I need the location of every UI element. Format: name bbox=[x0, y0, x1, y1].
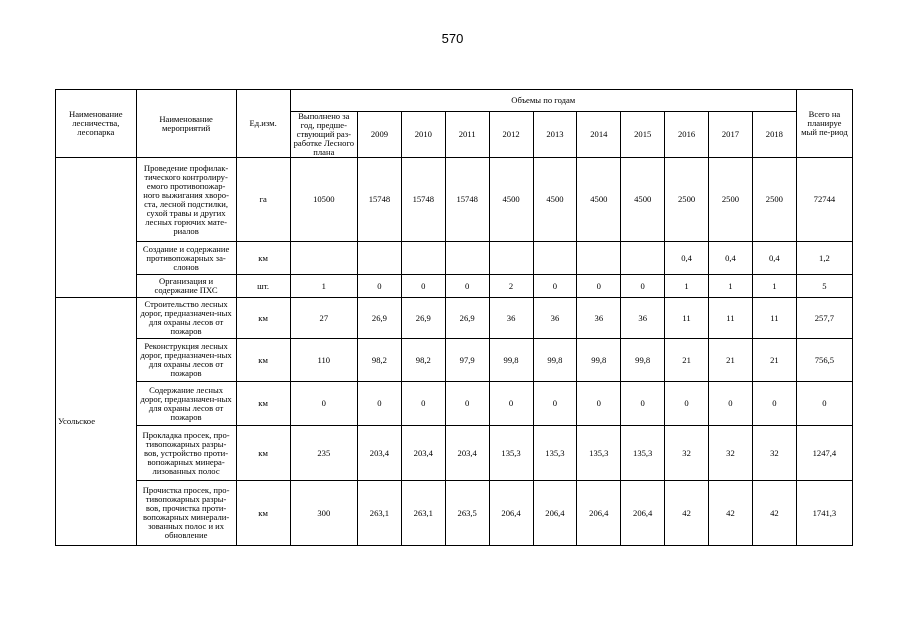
table-row bbox=[56, 158, 853, 242]
total-cell: 1741,3 bbox=[796, 481, 852, 546]
year-value-cell: 263,1 bbox=[401, 481, 445, 546]
year-value-cell: 0 bbox=[577, 275, 621, 298]
year-value-cell: 99,8 bbox=[533, 339, 577, 382]
table-row bbox=[56, 382, 853, 426]
year-value-cell: 0 bbox=[358, 275, 402, 298]
prior-cell: 300 bbox=[290, 481, 357, 546]
year-value-cell: 0 bbox=[752, 382, 796, 426]
unit-cell: км bbox=[236, 298, 290, 339]
header-year: 2011 bbox=[445, 112, 489, 158]
prior-cell: 27 bbox=[290, 298, 357, 339]
activity-cell: Организация и содержание ПХС bbox=[136, 275, 236, 298]
year-value-cell: 1 bbox=[665, 275, 709, 298]
unit-cell: га bbox=[236, 158, 290, 242]
prior-cell: 0 bbox=[290, 382, 357, 426]
year-value-cell bbox=[401, 242, 445, 275]
year-value-cell: 0,4 bbox=[752, 242, 796, 275]
year-value-cell: 135,3 bbox=[489, 426, 533, 481]
year-value-cell: 98,2 bbox=[358, 339, 402, 382]
year-value-cell: 26,9 bbox=[445, 298, 489, 339]
year-value-cell: 99,8 bbox=[489, 339, 533, 382]
year-value-cell bbox=[533, 242, 577, 275]
year-value-cell: 2500 bbox=[752, 158, 796, 242]
year-value-cell: 263,5 bbox=[445, 481, 489, 546]
table-row bbox=[56, 275, 853, 298]
page-number: 570 bbox=[441, 31, 464, 46]
header-activity: Наименование мероприятий bbox=[136, 90, 236, 158]
activity-cell: Проведение профилак-тического контролиру-емого противопожар-ного выжигания хворо-ста, лесной подстилки, сухой травы и других лесных горючих мате-риалов bbox=[136, 158, 236, 242]
prior-cell: 10500 bbox=[290, 158, 357, 242]
table-row bbox=[56, 426, 853, 481]
header-forestry: Наименование лесничества, лесопарка bbox=[56, 90, 137, 158]
year-value-cell: 4500 bbox=[533, 158, 577, 242]
header-year: 2012 bbox=[489, 112, 533, 158]
year-value-cell: 42 bbox=[665, 481, 709, 546]
year-value-cell bbox=[621, 242, 665, 275]
year-value-cell: 2500 bbox=[709, 158, 753, 242]
year-value-cell: 206,4 bbox=[533, 481, 577, 546]
year-value-cell: 0 bbox=[533, 275, 577, 298]
table-row bbox=[56, 242, 853, 275]
header-year: 2010 bbox=[401, 112, 445, 158]
header-prior-year: Выполнено за год, предше-ствующий раз-работке Лесного плана bbox=[290, 112, 357, 158]
year-value-cell: 0 bbox=[709, 382, 753, 426]
unit-cell: шт. bbox=[236, 275, 290, 298]
year-value-cell: 15748 bbox=[445, 158, 489, 242]
year-value-cell: 1 bbox=[709, 275, 753, 298]
year-value-cell: 0 bbox=[621, 275, 665, 298]
year-value-cell: 0 bbox=[489, 382, 533, 426]
prior-cell: 1 bbox=[290, 275, 357, 298]
year-value-cell: 203,4 bbox=[358, 426, 402, 481]
year-value-cell: 42 bbox=[709, 481, 753, 546]
year-value-cell: 36 bbox=[621, 298, 665, 339]
year-value-cell: 4500 bbox=[621, 158, 665, 242]
header-year: 2015 bbox=[621, 112, 665, 158]
year-value-cell: 11 bbox=[752, 298, 796, 339]
header-volumes-by-year: Объемы по годам bbox=[290, 90, 796, 112]
year-value-cell: 135,3 bbox=[533, 426, 577, 481]
year-value-cell: 0 bbox=[533, 382, 577, 426]
activity-cell: Прочистка просек, про-тивопожарных разры-вов, прочистка проти-вопожарных минерали-зованных полос и их обновление bbox=[136, 481, 236, 546]
year-value-cell: 26,9 bbox=[401, 298, 445, 339]
total-cell: 756,5 bbox=[796, 339, 852, 382]
year-value-cell: 0 bbox=[665, 382, 709, 426]
unit-cell: км bbox=[236, 426, 290, 481]
header-year: 2014 bbox=[577, 112, 621, 158]
year-value-cell: 135,3 bbox=[577, 426, 621, 481]
year-value-cell: 2500 bbox=[665, 158, 709, 242]
year-value-cell: 32 bbox=[665, 426, 709, 481]
total-cell: 72744 bbox=[796, 158, 852, 242]
year-value-cell: 11 bbox=[709, 298, 753, 339]
forestry-cell bbox=[56, 158, 137, 298]
year-value-cell: 206,4 bbox=[621, 481, 665, 546]
year-value-cell bbox=[489, 242, 533, 275]
year-value-cell: 206,4 bbox=[577, 481, 621, 546]
table-row bbox=[56, 339, 853, 382]
year-value-cell: 263,1 bbox=[358, 481, 402, 546]
prior-cell: 235 bbox=[290, 426, 357, 481]
year-value-cell: 4500 bbox=[489, 158, 533, 242]
forestry-cell: Усольское bbox=[56, 298, 137, 546]
year-value-cell: 0 bbox=[358, 382, 402, 426]
year-value-cell: 98,2 bbox=[401, 339, 445, 382]
year-value-cell: 99,8 bbox=[621, 339, 665, 382]
total-cell: 257,7 bbox=[796, 298, 852, 339]
activity-cell: Реконструкция лесных дорог, предназначен-ных для охраны лесов от пожаров bbox=[136, 339, 236, 382]
unit-cell: км bbox=[236, 481, 290, 546]
year-value-cell: 206,4 bbox=[489, 481, 533, 546]
year-value-cell: 0 bbox=[577, 382, 621, 426]
year-value-cell: 2 bbox=[489, 275, 533, 298]
header-year: 2016 bbox=[665, 112, 709, 158]
year-value-cell: 97,9 bbox=[445, 339, 489, 382]
year-value-cell: 0 bbox=[445, 382, 489, 426]
activity-cell: Создание и содержание противопожарных за-слонов bbox=[136, 242, 236, 275]
year-value-cell bbox=[358, 242, 402, 275]
prior-cell bbox=[290, 242, 357, 275]
header-year: 2018 bbox=[752, 112, 796, 158]
header-year: 2009 bbox=[358, 112, 402, 158]
year-value-cell: 203,4 bbox=[445, 426, 489, 481]
total-cell: 0 bbox=[796, 382, 852, 426]
year-value-cell: 36 bbox=[489, 298, 533, 339]
prior-cell: 110 bbox=[290, 339, 357, 382]
year-value-cell: 15748 bbox=[358, 158, 402, 242]
year-value-cell: 0,4 bbox=[665, 242, 709, 275]
year-value-cell: 21 bbox=[752, 339, 796, 382]
header-year: 2017 bbox=[709, 112, 753, 158]
year-value-cell: 36 bbox=[533, 298, 577, 339]
year-value-cell: 0,4 bbox=[709, 242, 753, 275]
total-cell: 1,2 bbox=[796, 242, 852, 275]
total-cell: 5 bbox=[796, 275, 852, 298]
unit-cell: км bbox=[236, 339, 290, 382]
table-row bbox=[56, 481, 853, 546]
year-value-cell: 42 bbox=[752, 481, 796, 546]
year-value-cell: 11 bbox=[665, 298, 709, 339]
year-value-cell bbox=[577, 242, 621, 275]
year-value-cell: 0 bbox=[445, 275, 489, 298]
year-value-cell: 36 bbox=[577, 298, 621, 339]
forest-fire-measures-table bbox=[55, 89, 853, 546]
year-value-cell: 0 bbox=[401, 275, 445, 298]
year-value-cell: 21 bbox=[665, 339, 709, 382]
total-cell: 1247,4 bbox=[796, 426, 852, 481]
year-value-cell: 203,4 bbox=[401, 426, 445, 481]
activity-cell: Строительство лесных дорог, предназначен-ных для охраны лесов от пожаров bbox=[136, 298, 236, 339]
header-unit: Ед.изм. bbox=[236, 90, 290, 158]
year-value-cell: 99,8 bbox=[577, 339, 621, 382]
year-value-cell: 135,3 bbox=[621, 426, 665, 481]
year-value-cell: 0 bbox=[621, 382, 665, 426]
year-value-cell: 26,9 bbox=[358, 298, 402, 339]
year-value-cell: 32 bbox=[752, 426, 796, 481]
header-year: 2013 bbox=[533, 112, 577, 158]
table-row bbox=[56, 298, 853, 339]
unit-cell: км bbox=[236, 242, 290, 275]
year-value-cell: 1 bbox=[752, 275, 796, 298]
year-value-cell: 0 bbox=[401, 382, 445, 426]
year-value-cell: 4500 bbox=[577, 158, 621, 242]
year-value-cell: 32 bbox=[709, 426, 753, 481]
year-value-cell bbox=[445, 242, 489, 275]
activity-cell: Прокладка просек, про-тивопожарных разры-вов, устройство проти-вопожарных минера-лизованных полос bbox=[136, 426, 236, 481]
year-value-cell: 21 bbox=[709, 339, 753, 382]
header-total: Всего на планируе мый пе-риод bbox=[796, 90, 852, 158]
unit-cell: км bbox=[236, 382, 290, 426]
year-value-cell: 15748 bbox=[401, 158, 445, 242]
header-row-1 bbox=[56, 90, 853, 112]
activity-cell: Содержание лесных дорог, предназначен-ных для охраны лесов от пожаров bbox=[136, 382, 236, 426]
